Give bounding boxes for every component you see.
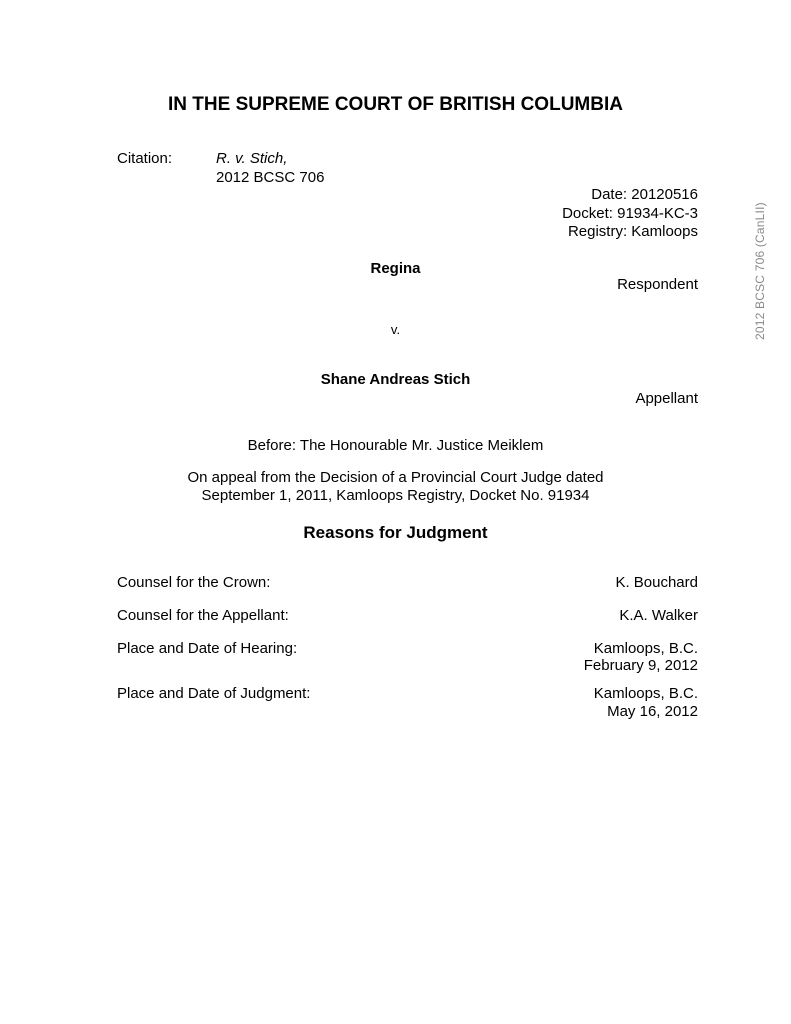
before-judge: Before: The Honourable Mr. Justice Meiklem: [247, 437, 544, 454]
canlii-watermark: 2012 BCSC 706 (CanLII): [753, 202, 767, 340]
filing-docket: Docket: 91934-KC-3: [562, 205, 698, 222]
appeal-line-2: September 1, 2011, Kamloops Registry, Docket No. 91934: [201, 487, 590, 504]
detail-value-hearing-place: Kamloops, B.C.: [593, 640, 698, 657]
detail-label-hearing: Place and Date of Hearing:: [117, 640, 298, 657]
detail-value-hearing-date: February 9, 2012: [583, 657, 698, 674]
filing-registry: Registry: Kamloops: [567, 223, 698, 240]
party1-name: Regina: [370, 260, 421, 277]
citation-case-name: R. v. Stich,: [216, 150, 288, 167]
appeal-line-1: On appeal from the Decision of a Provincial Court Judge dated: [187, 469, 604, 486]
reasons-title: Reasons for Judgment: [303, 523, 488, 542]
citation-label: Citation:: [117, 150, 173, 167]
versus-label: v.: [390, 322, 401, 337]
court-title: IN THE SUPREME COURT OF BRITISH COLUMBIA: [168, 94, 623, 115]
detail-value-crown: K. Bouchard: [615, 574, 698, 591]
detail-value-judgment-date: May 16, 2012: [607, 703, 698, 720]
detail-value-appellant: K.A. Walker: [619, 607, 698, 624]
detail-label-crown: Counsel for the Crown:: [117, 574, 271, 591]
party1-role: Respondent: [617, 276, 698, 293]
detail-value-judgment-place: Kamloops, B.C.: [593, 685, 698, 702]
party2-role: Appellant: [635, 390, 698, 407]
filing-date: Date: 20120516: [591, 186, 698, 203]
detail-label-appellant: Counsel for the Appellant:: [117, 607, 289, 624]
party2-name: Shane Andreas Stich: [320, 371, 471, 388]
detail-label-judgment: Place and Date of Judgment:: [117, 685, 311, 702]
citation-reference: 2012 BCSC 706: [216, 169, 325, 186]
